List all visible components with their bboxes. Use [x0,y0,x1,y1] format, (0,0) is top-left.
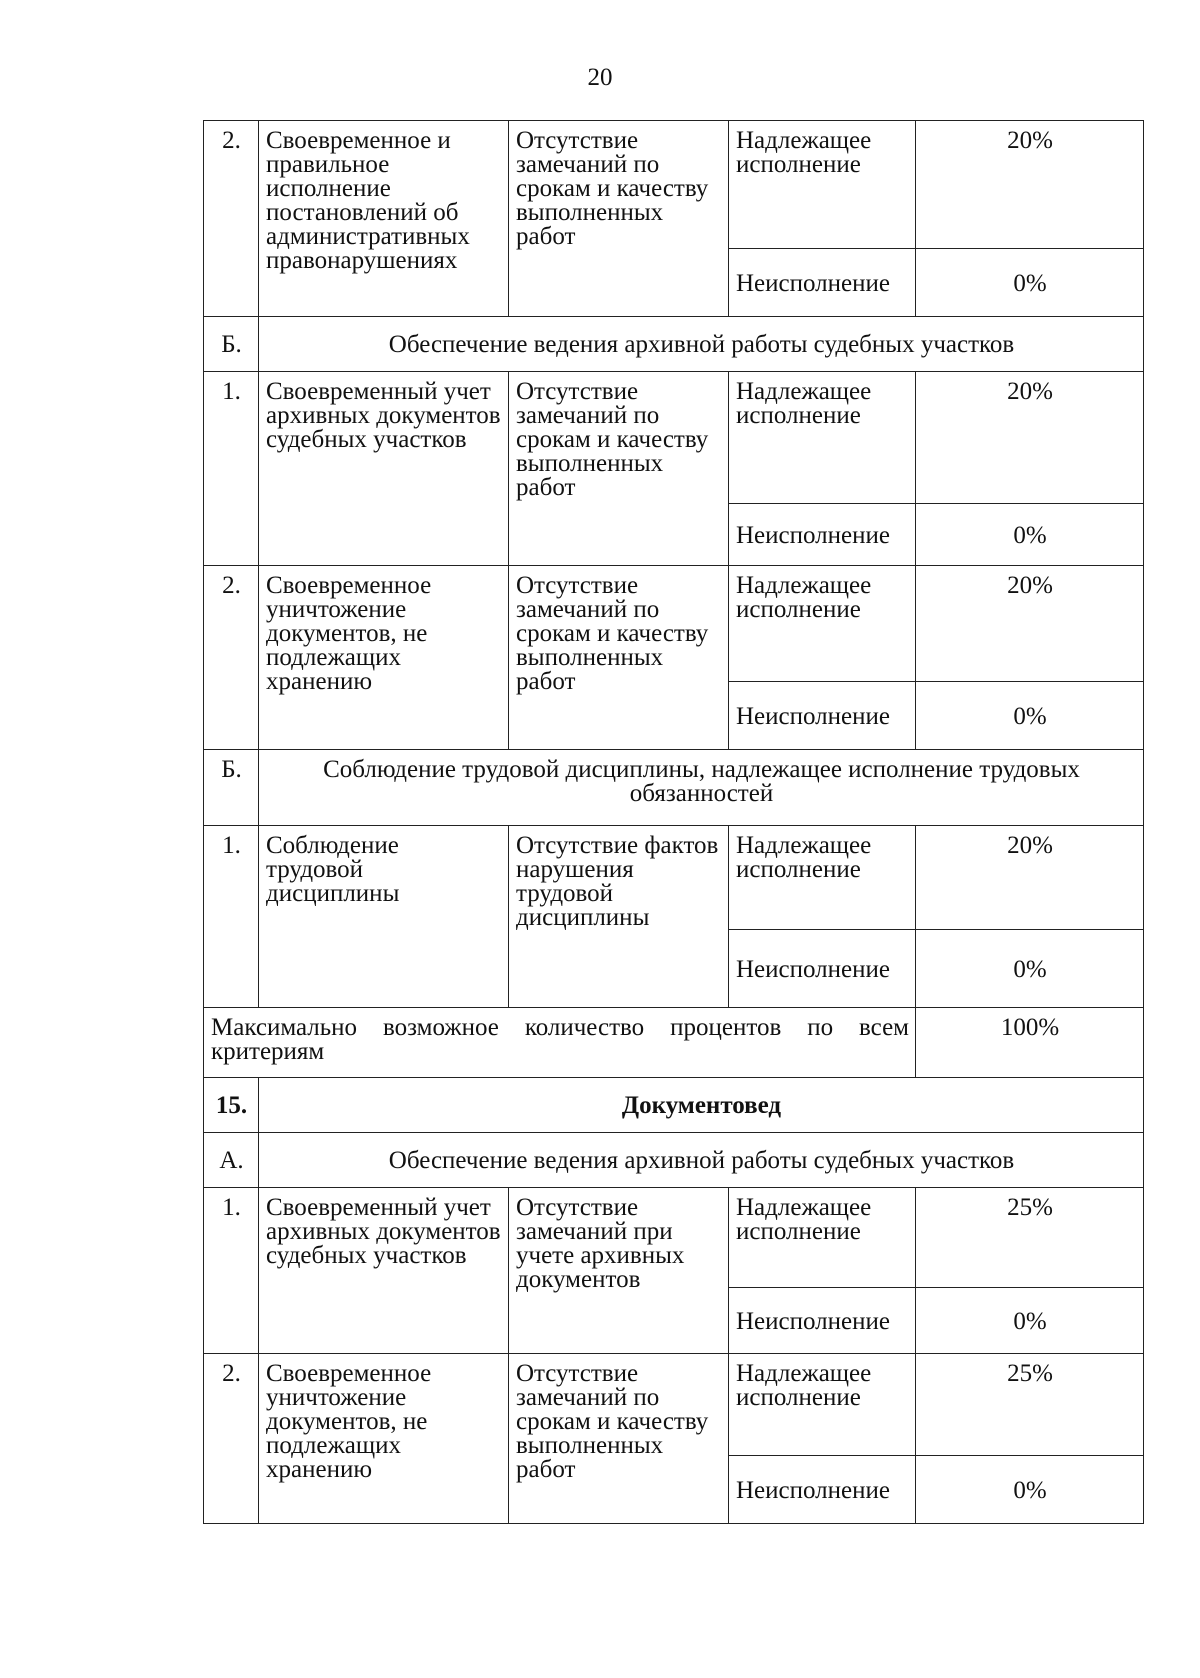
outcome-proper: Надлежащее исполнение [729,372,916,504]
criterion-row [204,1188,1144,1288]
percent-fail: 0% [916,682,1144,750]
outcome-proper: Надлежащее исполнение [729,1354,916,1456]
percent-proper: 20% [916,566,1144,682]
position-title: Документовед [259,1078,1144,1133]
indicator-text: Отсутствие замечаний по срокам и качеству выполненных работ [509,121,729,317]
criterion-row [204,121,1144,249]
percent-fail: 0% [916,1288,1144,1354]
criterion-number: 1. [204,826,259,1008]
outcome-proper: Надлежащее исполнение [729,826,916,930]
indicator-text: Отсутствие замечаний по срокам и качеству выполненных работ [509,566,729,750]
percent-proper: 25% [916,1188,1144,1288]
criterion-row [204,566,1144,682]
outcome-proper: Надлежащее исполнение [729,566,916,682]
indicator-text: Отсутствие замечаний по срокам и качеству выполненных работ [509,1354,729,1524]
outcome-fail: Неисполнение [729,930,916,1008]
criterion-row [204,1354,1144,1456]
outcome-fail: Неисполнение [729,249,916,317]
percent-fail: 0% [916,930,1144,1008]
section-row [204,750,1144,826]
criterion-text: Своевременный учет архивных документов судебных участков [259,372,509,566]
percent-proper: 25% [916,1354,1144,1456]
criterion-number: 1. [204,372,259,566]
outcome-fail: Неисполнение [729,504,916,566]
page-number: 20 [587,64,613,91]
criterion-number: 1. [204,1188,259,1354]
position-number: 15. [204,1078,259,1133]
section-title: Соблюдение трудовой дисциплины, надлежащее исполнение трудовых обязанностей [259,750,1144,826]
section-title: Обеспечение ведения архивной работы судебных участков [259,317,1144,372]
outcome-fail: Неисполнение [729,682,916,750]
total-row [204,1008,1144,1078]
outcome-fail: Неисполнение [729,1456,916,1524]
criterion-text: Своевременное уничтожение документов, не подлежащих хранению [259,566,509,750]
percent-proper: 20% [916,121,1144,249]
criterion-number: 2. [204,121,259,317]
criteria-table [203,120,1144,1524]
criterion-text: Соблюдение трудовой дисциплины [259,826,509,1008]
section-row [204,1133,1144,1188]
section-letter: Б. [204,750,259,826]
indicator-text: Отсутствие замечаний при учете архивных документов [509,1188,729,1354]
percent-proper: 20% [916,372,1144,504]
percent-proper: 20% [916,826,1144,930]
percent-fail: 0% [916,504,1144,566]
criterion-row [204,826,1144,930]
indicator-text: Отсутствие замечаний по срокам и качеству выполненных работ [509,372,729,566]
criterion-text: Своевременное уничтожение документов, не подлежащих хранению [259,1354,509,1524]
criterion-row [204,372,1144,504]
section-row [204,317,1144,372]
outcome-proper: Надлежащее исполнение [729,121,916,249]
section-title: Обеспечение ведения архивной работы судебных участков [259,1133,1144,1188]
criterion-text: Своевременное и правильное исполнение постановлений об административных правонарушениях [259,121,509,317]
outcome-fail: Неисполнение [729,1288,916,1354]
percent-fail: 0% [916,1456,1144,1524]
outcome-proper: Надлежащее исполнение [729,1188,916,1288]
percent-fail: 0% [916,249,1144,317]
section-letter: Б. [204,317,259,372]
total-value: 100% [916,1008,1144,1078]
criterion-number: 2. [204,1354,259,1524]
position-row [204,1078,1144,1133]
indicator-text: Отсутствие фактов нарушения трудовой дисциплины [509,826,729,1008]
total-label: Максимально возможное количество процентов по всем критериям [204,1008,916,1078]
criterion-number: 2. [204,566,259,750]
section-letter: А. [204,1133,259,1188]
criterion-text: Своевременный учет архивных документов судебных участков [259,1188,509,1354]
